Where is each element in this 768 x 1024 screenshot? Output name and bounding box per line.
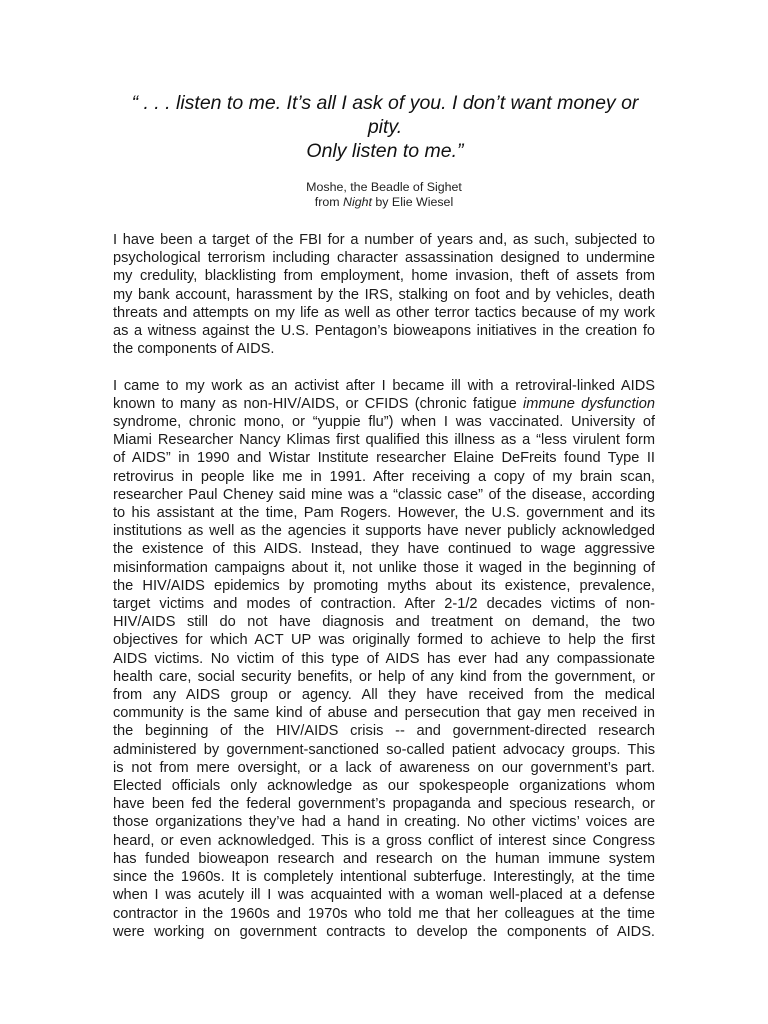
paragraph-2-remaining-lines bbox=[113, 413, 655, 941]
paragraph-2-line: have been fed the federal government’s propaganda and specious research, or bbox=[113, 796, 655, 813]
paragraph-2-line: the HIV/AIDS epidemics by promoting myths about its existence, prevalence, bbox=[113, 577, 655, 594]
paragraph-2-line: objectives for which ACT UP was originally formed to achieve to help the first bbox=[113, 632, 655, 649]
attribution-from-prefix: from bbox=[314, 195, 344, 209]
paragraph-2-line: Miami Researcher Nancy Klimas first qualified this illness as a “less virulent form bbox=[113, 432, 655, 449]
paragraph-2-line: misinformation campaigns about it, not unlike those it waged in the beginning of bbox=[113, 559, 655, 576]
paragraph-1-line: my credulity, blacklisting from employment, home invasion, theft of assets from bbox=[113, 268, 655, 285]
paragraph-2 bbox=[113, 377, 655, 941]
paragraph-2-line: I came to my work as an activist after I became ill with a retroviral-linked AIDS bbox=[113, 377, 655, 394]
paragraph-2-line: community is the same kind of abuse and persecution that gay men received in bbox=[113, 705, 655, 722]
paragraph-2-line: researcher Paul Cheney said mine was a “classic case” of the disease, according bbox=[113, 486, 655, 503]
paragraph-2-line: since the 1960s. It is completely intentional subterfuge. Interestingly, at the time bbox=[113, 869, 655, 886]
epigraph-line-3: Only listen to me.” bbox=[306, 140, 464, 162]
paragraph-2-line: target victims and modes of contraction. After 2-1/2 decades victims of non- bbox=[113, 596, 655, 613]
paragraph-1 bbox=[113, 231, 655, 358]
epigraph-line-1: “ . . . listen to me. It’s all I ask of you. I don’t want money or bbox=[131, 92, 639, 114]
paragraph-2-line bbox=[113, 395, 655, 413]
paragraph-1-line: psychological terrorism including character assassination designed to undermine bbox=[113, 250, 655, 267]
paragraph-2-line: HIV/AIDS still do not have diagnosis and treatment on demand, the two bbox=[113, 614, 655, 631]
paragraph-2-line: has funded bioweapon research and research on the human immune system bbox=[113, 850, 655, 867]
paragraph-2-line: health care, social security benefits, or help of any kind from the government, or bbox=[113, 668, 655, 685]
attribution-book-title: Night bbox=[343, 195, 372, 209]
paragraph-2-line: administered by government-sanctioned so-called patient advocacy groups. This bbox=[113, 741, 655, 758]
paragraph-2-line: contractor in the 1960s and 1970s who told me that her colleagues at the time bbox=[113, 905, 655, 922]
paragraph-2-line: is not from mere oversight, or a lack of awareness on our government’s part. bbox=[113, 759, 655, 776]
paragraph-2-line: of AIDS” in 1990 and Wistar Institute researcher Elaine DeFreits found Type II bbox=[113, 450, 655, 467]
paragraph-2-line: institutions as well as the agencies it supports have never publicly acknowledged bbox=[113, 523, 655, 540]
paragraph-2-line: to his assistant at the time, Pam Rogers. However, the U.S. government and its bbox=[113, 505, 655, 522]
paragraph-2-line-2-text: known to many as non-HIV/AIDS, or CFIDS (chronic fatigue bbox=[113, 395, 523, 412]
attribution-source bbox=[234, 195, 534, 210]
paragraph-1-line: the components of AIDS. bbox=[113, 341, 275, 358]
paragraph-2-line: those organizations they’ve had a hand in creating. No other victims’ voices are bbox=[113, 814, 655, 831]
attribution-speaker: Moshe, the Beadle of Sighet bbox=[306, 180, 462, 194]
paragraph-2-line: heard, or even acknowledged. This is a gross conflict of interest since Congress bbox=[113, 832, 655, 849]
paragraph-2-line: the existence of this AIDS. Instead, they have continued to wage aggressive bbox=[113, 541, 655, 558]
paragraph-1-line: as a witness against the U.S. Pentagon’s bioweapons initiatives in the creation fo bbox=[113, 323, 655, 340]
paragraph-2-line: Elected officials only acknowledge as our spokespeople organizations whom bbox=[113, 778, 655, 795]
epigraph-quote bbox=[100, 91, 670, 163]
paragraph-2-line: the beginning of the HIV/AIDS crisis -- and government-directed research bbox=[113, 723, 655, 740]
paragraph-2-line: syndrome, chronic mono, or “yuppie flu”) when I was vaccinated. University of bbox=[113, 414, 655, 431]
paragraph-1-line: my bank account, harassment by the IRS, stalking on foot and by vehicles, death bbox=[113, 286, 655, 303]
paragraph-2-line-2-emphasis: immune dysfunction bbox=[523, 395, 655, 412]
attribution-from-suffix: by Elie Wiesel bbox=[371, 195, 454, 209]
paragraph-1-line: threats and attempts on my life as well as other terror tactics because of my work bbox=[113, 304, 655, 321]
epigraph-attribution bbox=[234, 180, 534, 210]
paragraph-2-line: AIDS victims. No victim of this type of AIDS has ever had any compassionate bbox=[113, 650, 655, 667]
epigraph-line-2: pity. bbox=[367, 116, 403, 138]
paragraph-1-line: I have been a target of the FBI for a number of years and, as such, subjected to bbox=[113, 232, 655, 248]
paragraph-2-line: retrovirus in people like me in 1991. After receiving a copy of my brain scan, bbox=[113, 468, 655, 485]
paragraph-2-line: from any AIDS group or agency. All they have received from the medical bbox=[113, 687, 655, 704]
body-text bbox=[113, 231, 655, 959]
paragraph-2-line: were working on government contracts to develop the components of AIDS. bbox=[113, 923, 655, 940]
paragraph-2-line: when I was acutely ill I was acquainted with a woman well-placed at a defense bbox=[113, 887, 655, 904]
